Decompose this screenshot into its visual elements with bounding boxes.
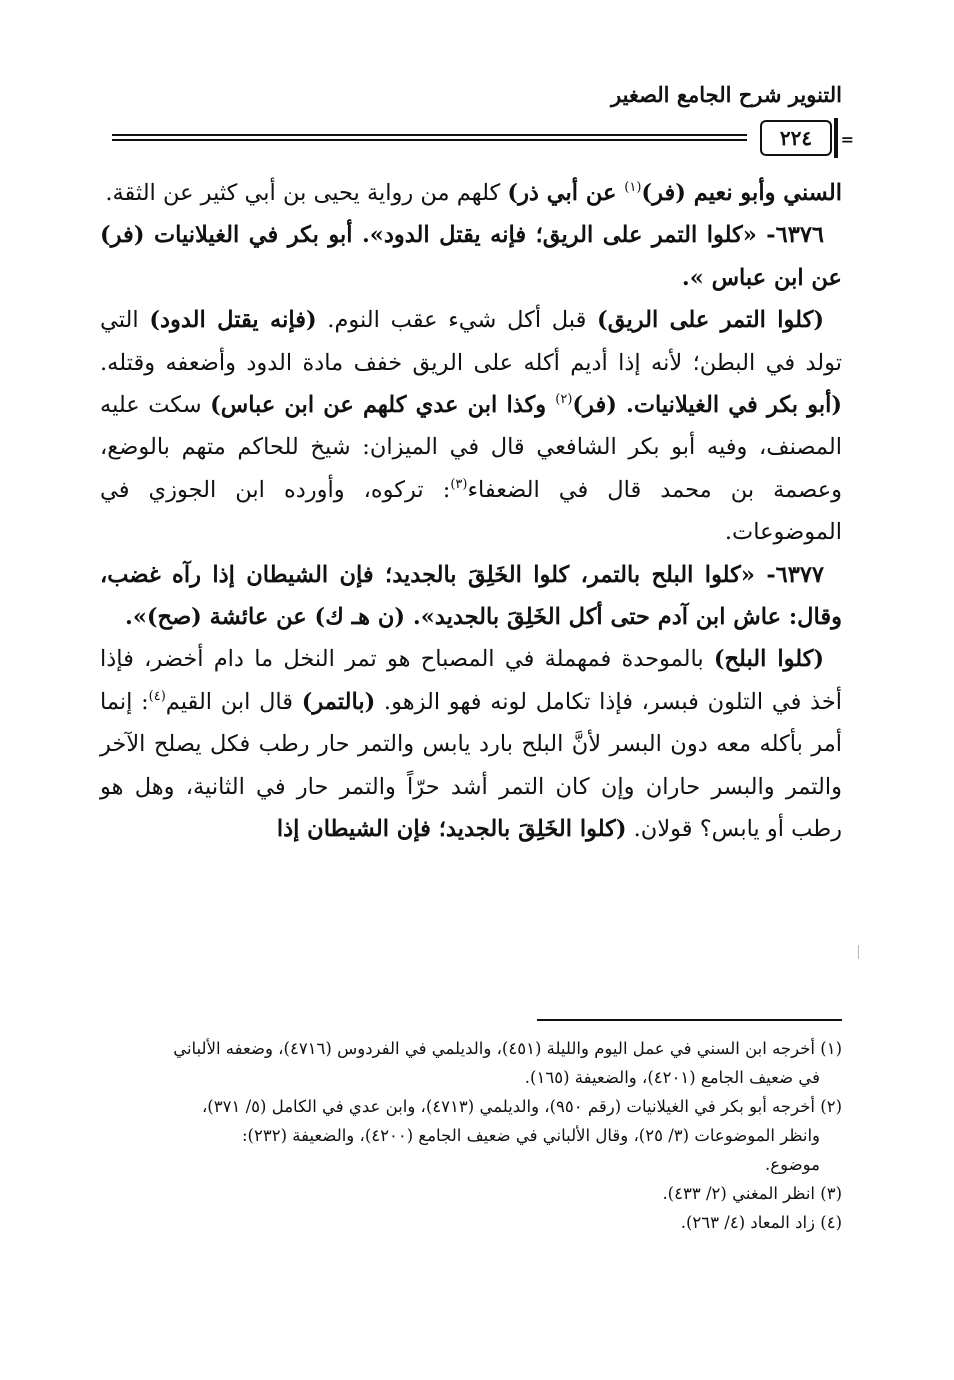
footnote-2-cont: موضوع. xyxy=(765,1155,820,1174)
text-span: : إنما أمر بأكله معه دون البسر لأنَّ البلح بارد يابس والتمر حار رطب فكل يصلح الآخر والتمر والبسر حاران وإن كان التمر أشد حرّاً والتمر حار في الثانية، وهل هو رطب أو يابس؟ قولان. xyxy=(100,688,842,843)
footnote-2-cont: وانظر الموضوعات (٣/ ٢٥)، وقال الألباني في ضعيف الجامع (٤٢٠٠)، والضعيفة (٢٣٢): xyxy=(241,1126,820,1145)
bold-span: (كلوا الخَلِقَ بالجديد؛ فإن الشيطان إذا xyxy=(276,816,627,843)
footnote-2: (٢) أخرجه أبو بكر في الغيلانيات (رقم ٩٥٠)، والديلمي (٤٧١٣)، وابن عدي في الكامل (٥/ ٣٧١)، xyxy=(201,1097,842,1116)
commentary-6377 xyxy=(100,638,842,850)
text-span: التي تولد في البطن؛ لأنه إذا أديم أكله على الريق خفف مادة الدود وأضعفه وقتله. xyxy=(100,307,842,376)
footnote-3: (٣) انظر المغني (٢/ ٤٣٣). xyxy=(662,1184,842,1203)
bold-span: (فإنه يقتل الدود) xyxy=(149,307,317,334)
footnote-ref: (٣) xyxy=(450,476,468,492)
footnotes xyxy=(108,1034,842,1237)
page-number: ٢٢٤ xyxy=(760,120,832,156)
bold-span: (بالتمر) xyxy=(301,688,376,715)
header-rule-line xyxy=(112,139,747,141)
text-span: قال ابن القيم xyxy=(165,688,302,715)
footnote-separator xyxy=(537,1019,842,1021)
text-span: بالموحدة فمهملة في المصباح هو تمر النخل ما دام أخضر، فإذا أخذ في التلون فبسر، فإذا تكامل لونه فهو الزهو. xyxy=(100,646,843,715)
commentary-6376 xyxy=(100,299,842,553)
footnote-ref: (١) xyxy=(624,180,642,195)
text-span: قبل أكل شيء عقب النوم. xyxy=(316,307,598,334)
bold-span: (أبو بكر في الغيلانيات. (فر) xyxy=(572,392,843,419)
paragraph-continuation xyxy=(100,172,842,214)
running-header-title: التنوير شرح الجامع الصغير xyxy=(611,82,842,107)
hadith-text: ٦٣٧٧- «كلوا البلح بالتمر، كلوا الخَلِقَ بالجديد؛ فإن الشيطان إذا رآه غضب، وقال: عاش ابن آدم حتى أكل الخَلِقَ بالجديد». (ن هـ ك) عن عائشة (صح)». xyxy=(100,561,842,631)
hadith-text: ٦٣٧٦- «كلوا التمر على الريق؛ فإنه يقتل الدود». أبو بكر في الغيلانيات (فر) عن ابن عباس ». xyxy=(100,222,842,291)
footnote-ref: (٢) xyxy=(555,392,573,408)
footnote-1: (١) أخرجه ابن السني في عمل اليوم والليلة (٤٥١)، والديلمي في الفردوس (٤٧١٦)، وضعفه الألباني xyxy=(173,1039,842,1058)
footnote-4: (٤) زاد المعاد (٤/ ٢٦٣). xyxy=(680,1213,842,1232)
hadith-6376 xyxy=(100,214,842,299)
bold-span: (كلوا البلح) xyxy=(713,646,825,673)
main-text xyxy=(100,172,842,851)
hadith-6377 xyxy=(100,554,842,639)
text-span: سكت عليه المصنف، وفيه أبو بكر الشافعي قال في الميزان: شيخ للحاكم متهم بالوضع، وعصمة بن محمد قال في الضعفاء xyxy=(100,392,842,503)
bold-span: عن أبي ذر) xyxy=(507,180,625,206)
text-span: : تركوه، وأورده ابن الجوزي في الموضوعات. xyxy=(100,476,842,546)
bold-span: السني وأبو نعيم (فر) xyxy=(641,180,842,206)
footnote-ref: (٤) xyxy=(148,688,166,704)
header-rule xyxy=(112,118,854,158)
text-span: كلهم من رواية يحيى بن أبي كثير عن الثقة. xyxy=(105,180,508,206)
margin-mark xyxy=(858,945,859,959)
header-rule-end: = xyxy=(840,130,854,149)
bold-span: وكذا ابن عدي كلهم عن ابن عباس) xyxy=(210,392,556,419)
bold-span: (كلوا التمر على الريق) xyxy=(597,307,824,334)
footnote-1-cont: في ضعيف الجامع (٤٢٠١)، والضعيفة (١٦٥). xyxy=(524,1068,820,1087)
header-rule-line xyxy=(112,134,747,136)
